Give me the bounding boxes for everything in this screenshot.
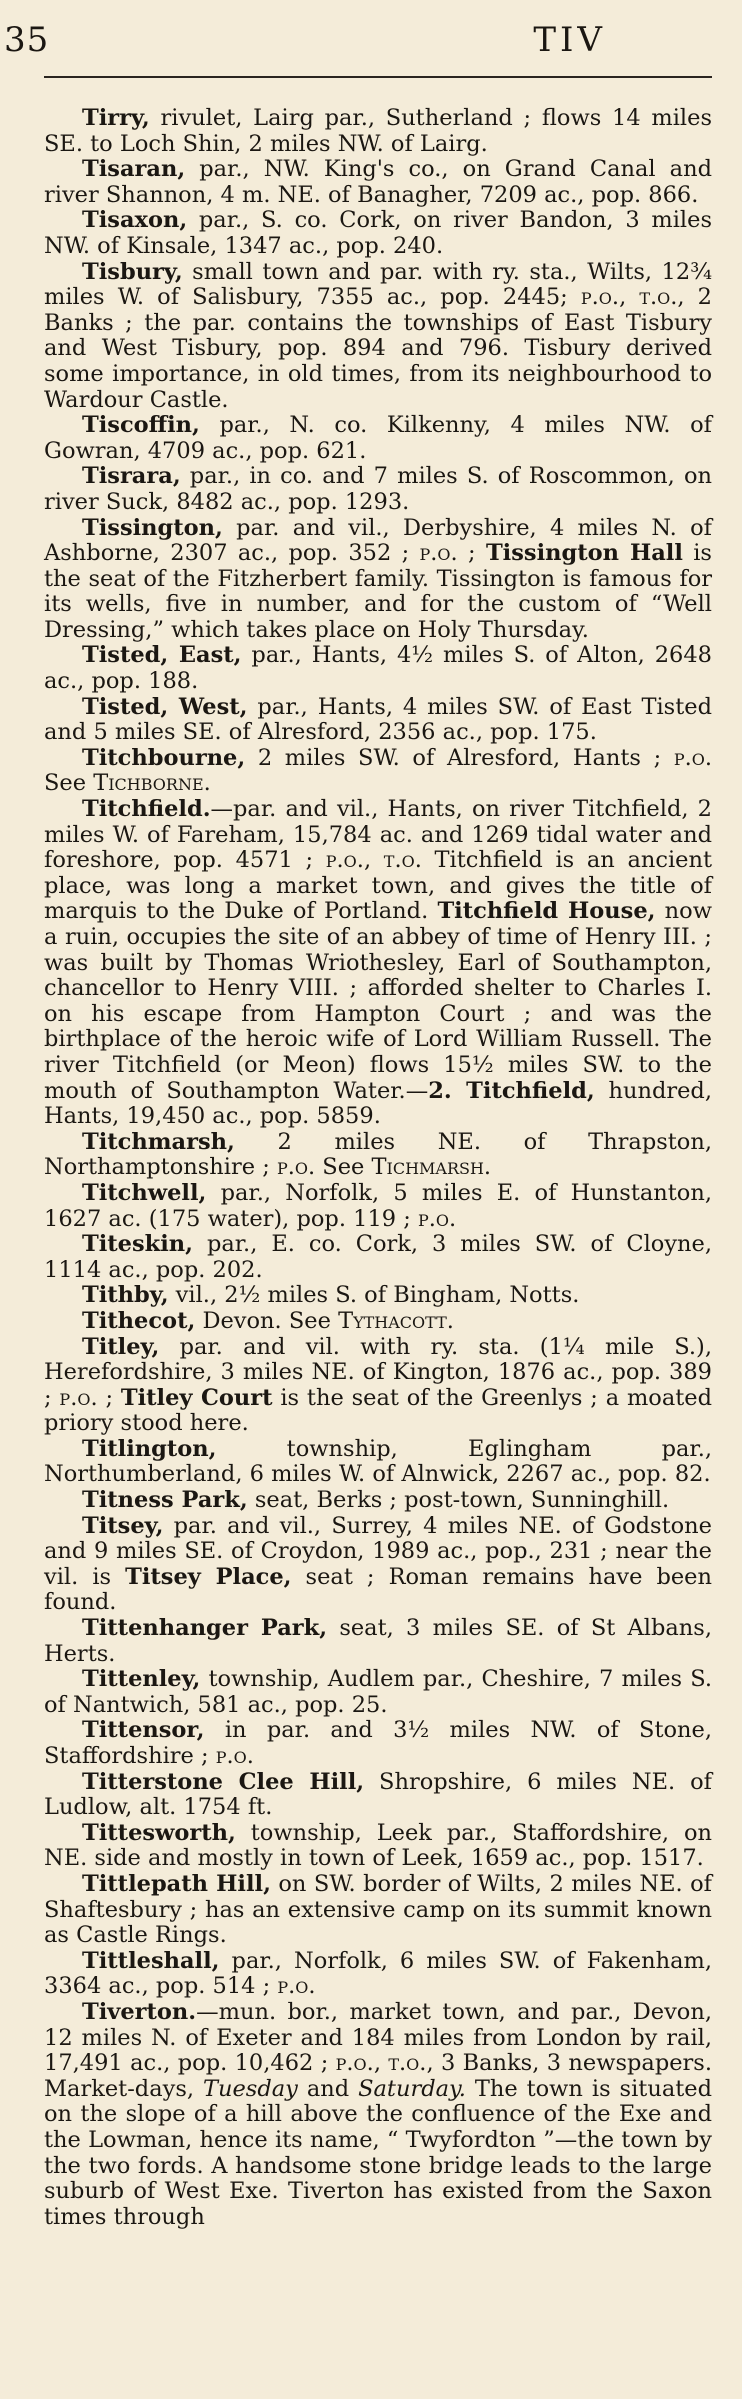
entry-text: hundred, Hants, 19,450 ac., pop. 5859.: [44, 1077, 712, 1130]
entry-text: par., Norfolk, 6 miles SW. of Fakenham, 3364 ac., pop. 514 ;: [44, 1947, 712, 2000]
entry-text: t.o.: [639, 284, 678, 311]
entry-text: Saturday.: [358, 2075, 466, 2102]
entry-text: on SW. border of Wilts, 2 miles NE. of Shaftesbury ; has an extensive camp on its summit known as Castle Rings.: [44, 1870, 712, 1949]
entry-text: seat, 3 miles SE. of St Albans, Herts.: [44, 1615, 712, 1667]
entry-headword: Titterstone Clee Hill,: [82, 1768, 365, 1795]
entry-text: —par. and vil., Hants, on river Titchfield, 2 miles W. of Fareham, 15,784 ac. and 1269 tidal water and foreshore, pop. 4571 ;: [44, 796, 712, 874]
entry-text: ;: [457, 540, 486, 567]
gazetteer-entry: [44, 157, 712, 208]
entry-headword: Tithecot,: [82, 1307, 196, 1334]
entry-headword: Titley,: [82, 1333, 160, 1360]
gazetteer-entry: [44, 413, 712, 464]
entry-text: is the seat of the Greenlys ; a moated priory stood here.: [44, 1384, 712, 1437]
entry-headword: Tisaran,: [82, 156, 186, 183]
entry-headword: Tisbury,: [82, 258, 183, 285]
entry-headword: 2. Titchfield,: [428, 1077, 595, 1104]
page-header: [4, 0, 712, 78]
entry-text: Shropshire, 6 miles NE. of Ludlow, alt. 1754 ft.: [44, 1768, 712, 1821]
entry-text: Tichmarsh.: [371, 1154, 492, 1181]
entry-text: p.o.: [673, 744, 712, 771]
entry-text: vil., 2½ miles S. of Bingham, Notts.: [168, 1282, 580, 1309]
gazetteer-entry: [44, 208, 712, 259]
entry-text: ,: [373, 2050, 389, 2077]
entry-headword: Titchmarsh,: [82, 1128, 235, 1155]
entry-text: See: [315, 1154, 372, 1181]
gazetteer-entry: [44, 1616, 712, 1667]
entry-text: township, Audlem par., Cheshire, 7 miles S. of Nantwich, 581 ac., pop. 25.: [44, 1666, 712, 1718]
entry-text: ;: [97, 1384, 121, 1411]
entry-headword: Titchfield House,: [437, 898, 656, 925]
entry-headword: Titchbourne,: [82, 744, 246, 771]
entry-text: p.o.: [417, 1205, 457, 1232]
entry-headword: Tissington Hall: [485, 540, 683, 567]
entry-headword: Tittesworth,: [82, 1819, 236, 1846]
entry-text: and: [297, 2075, 359, 2102]
page-number: 35: [4, 20, 50, 60]
entry-text: p.o.: [276, 1154, 316, 1181]
entry-text: small town and par. with ry. sta., Wilts, 12¾ miles W. of Salisbury, 7355 ac., pop. 2445;: [44, 258, 712, 311]
gazetteer-entry: [44, 746, 712, 797]
entry-text: p.o.: [335, 2050, 374, 2077]
gazetteer-entry: [44, 1872, 712, 1949]
entry-text: township, Eglingham par., Northumberland, 6 miles W. of Alnwick, 2267 ac., pop. 82.: [44, 1435, 712, 1488]
entry-text: Tythacott.: [338, 1307, 454, 1334]
entry-headword: Tisaxon,: [82, 207, 188, 234]
entry-headword: Titchwell,: [82, 1179, 207, 1206]
entry-text: par. and vil., Surrey, 4 miles NE. of Godstone and 9 miles SE. of Croydon, 1989 ac., pop., 231 ; near the vil. is: [44, 1512, 712, 1590]
entry-headword: Tiscoffin,: [82, 412, 200, 439]
gazetteer-entry: [44, 1821, 712, 1872]
entry-text: par., NW. King's co., on Grand Canal and river Shannon, 4 m. NE. of Banagher, 7209 ac., pop. 866.: [44, 156, 712, 208]
entry-text: See: [44, 770, 94, 797]
entry-headword: Tisted, East,: [82, 642, 242, 669]
gazetteer-entry: [44, 1181, 712, 1232]
entry-headword: Tittensor,: [82, 1717, 205, 1744]
entry-text: ,: [619, 284, 640, 311]
entry-list: [44, 78, 712, 2230]
entry-headword: Titsey,: [82, 1512, 164, 1539]
entry-text: par., Norfolk, 5 miles E. of Hunstanton, 1627 ac. (175 water), pop. 119 ;: [44, 1179, 712, 1232]
entry-text: in par. and 3½ miles NW. of Stone, Staffordshire ;: [44, 1717, 712, 1769]
gazetteer-entry: [44, 1309, 712, 1335]
entry-headword: Tisted, West,: [82, 693, 248, 720]
entry-text: rivulet, Lairg par., Sutherland ; flows 14 miles SE. to Loch Shin, 2 miles NW. of Lairg.: [44, 105, 712, 157]
entry-text: is the seat of the Fitzherbert family. Tissington is famous for its wells, five in number, and for the custom of “Well Dressing,” which takes place on Holy Thursday.: [44, 540, 712, 643]
entry-text: par., N. co. Kilkenny, 4 miles NW. of Gowran, 4709 ac., pop. 621.: [44, 412, 712, 464]
entry-text: par., E. co. Cork, 3 miles SW. of Cloyne, 1114 ac., pop. 202.: [44, 1231, 712, 1283]
entry-text: p.o.: [325, 847, 364, 874]
entry-text: Tuesday: [202, 2075, 298, 2102]
entry-text: seat ; Roman remains have been found.: [44, 1563, 712, 1616]
entry-text: p.o.: [59, 1384, 98, 1411]
entry-headword: Tisrara,: [82, 463, 181, 490]
gazetteer-entry: [44, 1335, 712, 1437]
entry-text: , 3 Banks, 3 newspapers. Market-days,: [44, 2050, 713, 2102]
entry-headword: Tithby,: [82, 1282, 169, 1309]
entry-headword: Titsey Place,: [125, 1563, 292, 1590]
gazetteer-entry: [44, 1283, 712, 1309]
entry-text: , 2 Banks ; the par. contains the townships of East Tisbury and West Tisbury, pop. 894 and 796. Tisbury derived some importance, in old times, from its neighbourhood to Wardour Castle.: [44, 284, 712, 413]
entry-text: 2 miles NE. of Thrapston, Northamptonshire ;: [44, 1128, 712, 1181]
entry-headword: Tittlepath Hill,: [82, 1870, 271, 1897]
entry-text: p.o.: [277, 1973, 316, 2000]
running-head: TIV: [533, 20, 606, 60]
entry-text: now a ruin, occupies the site of an abbey of time of Henry III. ; was built by Thomas Wriothesley, Earl of Southampton, chancellor to Henry VIII. ; afforded shelter to Charles I. on his escape from Hampton Court ; and was the birthplace of the heroic wife of Lord William Russell. The river Titchfield (or Meon) flows 15½ miles SW. to the mouth of Southampton Water.—: [44, 898, 712, 1104]
gazetteer-entry: [44, 1130, 712, 1181]
entry-text: ,: [363, 847, 384, 874]
entry-text: Titchfield is an ancient place, was long a market town, and gives the title of marquis to the Duke of Portland.: [44, 847, 712, 925]
gazetteer-entry: [44, 516, 712, 644]
entry-text: par., Hants, 4 miles SW. of East Tisted and 5 miles SE. of Alresford, 2356 ac., pop. 175.: [44, 693, 712, 746]
entry-headword: Tittleshall,: [82, 1947, 220, 1974]
entry-text: 2 miles SW. of Alresford, Hants ;: [245, 744, 674, 771]
entry-headword: Titlington,: [82, 1435, 217, 1462]
gazetteer-entry: [44, 1718, 712, 1769]
entry-headword: Tissington,: [82, 514, 223, 541]
entry-headword: Tittenhanger Park,: [82, 1615, 328, 1642]
entry-text: Devon. See: [195, 1307, 339, 1334]
gazetteer-entry: [44, 1949, 712, 2000]
entry-headword: Titley Court: [120, 1384, 273, 1411]
entry-text: t.o.: [388, 2050, 427, 2077]
entry-text: par. and vil. with ry. sta. (1¼ mile S.), Herefordshire, 3 miles NE. of Kington, 1876 ac., pop. 389 ;: [44, 1333, 712, 1411]
entry-text: t.o.: [383, 847, 422, 874]
entry-text: township, Leek par., Staffordshire, on NE. side and mostly in town of Leek, 1659 ac., pop. 1517.: [44, 1819, 712, 1872]
gazetteer-entry: [44, 260, 712, 414]
entry-text: seat, Berks ; post-town, Sunninghill.: [247, 1487, 670, 1514]
gazetteer-entry: [44, 1488, 712, 1514]
gazetteer-entry: [44, 643, 712, 694]
gazetteer-entry: [44, 1437, 712, 1488]
entry-headword: Titchfield.: [82, 796, 211, 823]
gazetteer-entry: [44, 464, 712, 515]
gazetteer-entry: [44, 1770, 712, 1821]
gazetteer-entry: [44, 2000, 712, 2230]
entry-headword: Titeskin,: [82, 1231, 193, 1258]
gazetteer-entry: [44, 695, 712, 746]
entry-text: par. and vil., Derbyshire, 4 miles N. of Ashborne, 2307 ac., pop. 352 ;: [44, 514, 712, 567]
entry-headword: Tiverton.: [82, 1998, 197, 2025]
gazetteer-entry: [44, 1232, 712, 1283]
gazetteer-entry: [44, 1514, 712, 1616]
entry-text: The town is situated on the slope of a hill above the confluence of the Exe and the Lowman, hence its name, “ Twyfordton ”—the town by the two fords. A handsome stone bridge leads to the large suburb of West Exe. Tiverton has existed from the Saxon times through: [44, 2075, 713, 2230]
entry-headword: Tirry,: [82, 105, 150, 131]
entry-text: —mun. bor., market town, and par., Devon, 12 miles N. of Exeter and 184 miles from London by rail, 17,491 ac., pop. 10,462 ;: [44, 1998, 712, 2077]
entry-headword: Tittenley,: [82, 1666, 201, 1693]
gazetteer-entry: [44, 797, 712, 1130]
entry-text: p.o.: [215, 1743, 254, 1769]
entry-text: Tichborne.: [93, 770, 211, 797]
entry-text: par., in co. and 7 miles S. of Roscommon, on river Suck, 8482 ac., pop. 1293.: [44, 463, 712, 515]
gazetteer-entry: [44, 1667, 712, 1718]
entry-text: p.o.: [419, 540, 458, 567]
entry-text: par., Hants, 4½ miles S. of Alton, 2648 ac., pop. 188.: [44, 642, 712, 695]
entry-text: p.o.: [580, 284, 620, 311]
entry-headword: Titness Park,: [82, 1487, 248, 1514]
gazetteer-entry: [44, 106, 712, 157]
entry-text: par., S. co. Cork, on river Bandon, 3 miles NW. of Kinsale, 1347 ac., pop. 240.: [44, 207, 712, 259]
